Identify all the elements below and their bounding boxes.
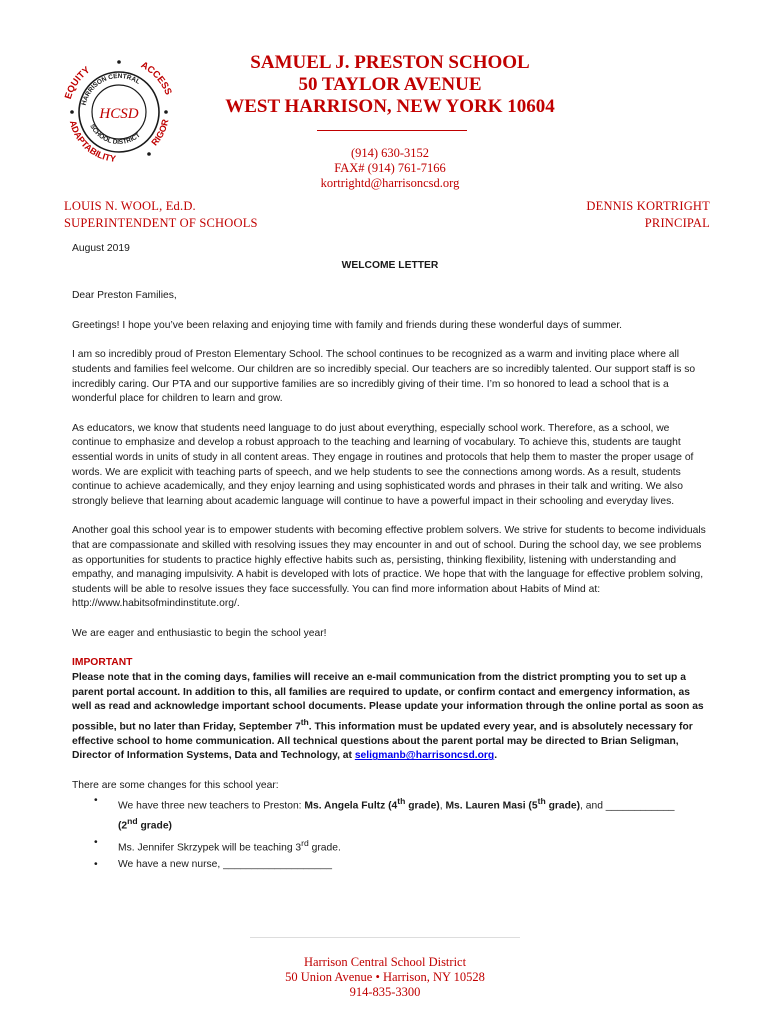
superintendent-block xyxy=(64,198,258,232)
school-email: kortrightd@harrisoncsd.org xyxy=(320,176,460,190)
letter-paragraph-2: I am so incredibly proud of Preston Elementary School. The school continues to be recognized as a warm and inviting place where all students and families feel welcome. Our children are so incredibly special. Our teachers are so incredibly talented. Our support staff is so incredibly caring. Our PTA and our supportive families are so incredibly giving of their time. I’m so honored to lead a school that is a wonderful place for children to learn and grow. xyxy=(72,349,696,405)
school-name: SAMUEL J. PRESTON SCHOOL xyxy=(250,52,530,73)
district-logo xyxy=(52,50,186,174)
school-street: 50 TAYLOR AVENUE xyxy=(298,74,482,95)
list-item: • Ms. Jennifer Skrzypek will be teaching 3rd grade. xyxy=(94,836,341,854)
list-item: • We have three new teachers to Preston: Ms. Angela Fultz (4th grade), Ms. Lauren Masi (5th grade), and ____________ (2nd grade) xyxy=(94,794,675,832)
logo-ring-rigor: RIGOR xyxy=(149,118,171,148)
logo-inner-bottom: SCHOOL DISTRICT xyxy=(88,123,142,147)
footer-district: Harrison Central School District xyxy=(303,955,467,969)
letter-body xyxy=(72,242,708,872)
principal-block xyxy=(586,198,710,232)
letter-paragraph-5: We are eager and enthusiastic to begin the school year! xyxy=(72,627,327,639)
important-notice: Please note that in the coming days, families will receive an e-mail communication from the district prompting you to set up a parent portal account. In addition to this, all families are required to update, or confirm contact and emergency information, as well as read and acknowledge important school documents. Please update your information through the online portal as soon as possible, but no later than Friday, September 7th. This information must be updated every year, and is absolutely necessary for effective school to home communication. All technical questions about the parent portal may be directed to Brian Seligman, Director of Information Systems, Data and Technology, at seligmanb@harrisoncsd.org. xyxy=(72,672,704,762)
logo-ring-access: ACCESS xyxy=(138,59,174,97)
superintendent-title: SUPERINTENDENT OF SCHOOLS xyxy=(64,216,258,230)
logo-inner-top: HARRISON CENTRAL xyxy=(80,72,142,107)
list-item: • We have a new nurse, ___________________ xyxy=(94,858,332,870)
seligman-email-link[interactable]: seligmanb@harrisoncsd.org xyxy=(354,750,495,762)
logo-ring-equity: EQUITY xyxy=(62,64,93,101)
logo-ring-adaptability: ADAPTABILITY xyxy=(67,119,117,164)
footer-phone: 914-835-3300 xyxy=(349,985,421,999)
letter-date: August 2019 xyxy=(72,243,130,254)
changes-list xyxy=(72,794,708,873)
logo-initials: HCSD xyxy=(99,106,139,122)
changes-intro: There are some changes for this school year: xyxy=(72,780,279,792)
letter-paragraph-4: Another goal this school year is to empower students with becoming effective problem solvers. We strive for students to become individuals that are compassionate and skilled with resolving issues they may encounter in and out of school. During the school day, we see problems as opportunities for students to practice highly effective habits such as, persisting, thinking flexibility, listening with understanding and empathy, and managing impulsivity. A habit is developed with lots of practice. We hope that with the language for effective problem solving, students will be able to resolve issues they face successfully. You can find more information about Habits of Mind at: http://www.habitsofmindinstitute.org/. xyxy=(72,525,706,610)
principal-name: DENNIS KORTRIGHT xyxy=(586,199,710,213)
superintendent-name: LOUIS N. WOOL, Ed.D. xyxy=(64,199,196,213)
school-phone: (914) 630-3152 xyxy=(350,146,430,160)
letter-salutation: Dear Preston Families, xyxy=(72,290,177,302)
letter-paragraph-1: Greetings! I hope you’ve been relaxing and enjoying time with family and friends during these wonderful days of summer. xyxy=(72,319,623,331)
letter-paragraph-3: As educators, we know that students need language to do just about everything, especially school work. Therefore, as a school, we continue to emphasize and develop a robust approach to the teaching and learning of vocabulary. To achieve this, students are taught essential words in units of study in all content areas. They engage in routines and protocols that help them to master the proper usage of words. We are explicit with teaching parts of speech, and we help students to see the connections among words. As a result, students continue to achieve academically, and they enjoy learning and using sophisticated words and phrases in their talk and writing. We also strongly believe that learning about academic language will continue to have a powerful impact in their schooling and everyday lives. xyxy=(72,422,694,507)
principal-title: PRINCIPAL xyxy=(644,216,710,230)
school-fax: FAX# (914) 761-7166 xyxy=(334,161,446,175)
school-city: WEST HARRISON, NEW YORK 10604 xyxy=(225,96,555,117)
important-title: IMPORTANT xyxy=(72,657,133,669)
header-divider xyxy=(317,130,467,131)
letter-heading: WELCOME LETTER xyxy=(341,259,439,271)
footer-divider xyxy=(250,937,520,938)
footer-address: 50 Union Avenue • Harrison, NY 10528 xyxy=(285,970,485,984)
